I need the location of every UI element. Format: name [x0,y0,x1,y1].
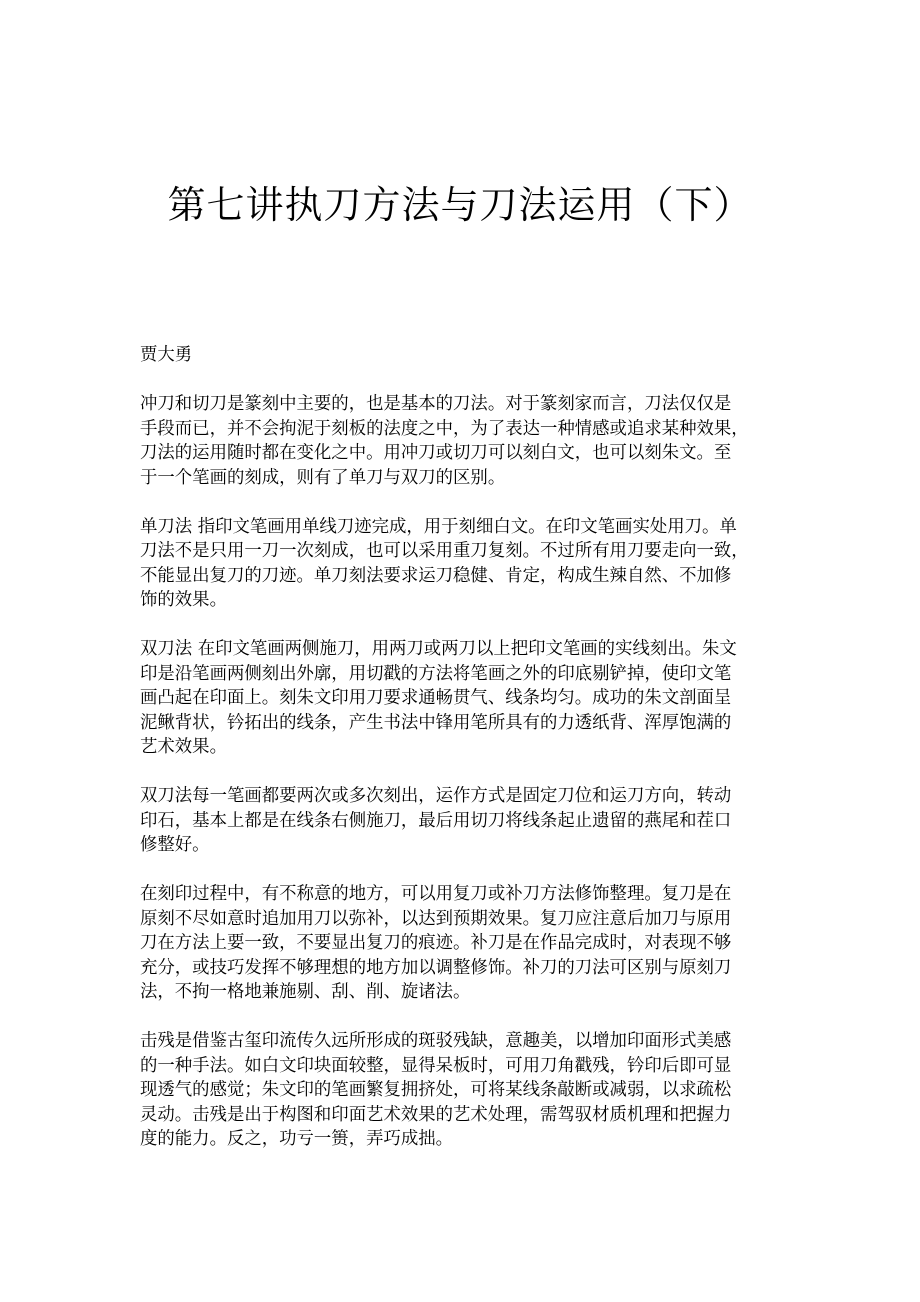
paragraph-double-knife-process [140,784,780,858]
text-line: 修整好。 [140,835,210,855]
document-title: 第七讲执刀方法与刀法运用（下） [167,183,753,227]
paragraph-intro [140,392,780,490]
text-line: 手段而已，并不会拘泥于刻板的法度之中，为了表达一种情感或追求某种效果， [140,418,749,439]
text-line: 法，不拘一格地兼施剔、刮、削、旋诸法。 [140,982,471,1002]
text-line: 刀法的运用随时都在变化之中。用冲刀或切刀可以刻白文，也可以刻朱文。至 [140,443,732,463]
document-body [140,343,780,1176]
text-line: 击残是借鉴古玺印流传久远所形成的斑驳残缺，意趣美，以增加印面形式美感 [140,1031,732,1051]
text-line: 刀法不是只用一刀一次刻成，也可以采用重刀复刻。不过所有用刀要走向一致， [140,541,749,561]
author-name: 贾大勇 [140,345,193,365]
text-line: 不能显出复刀的刀迹。单刀刻法要求运刀稳健、肯定，构成生辣自然、不加修 [140,565,732,586]
text-line: 印石，基本上都是在线条右侧施刀，最后用切刀将线条起止遗留的燕尾和茬口 [140,810,732,831]
paragraph-repair-knife [140,882,780,1005]
text-line: 原刻不尽如意时追加用刀以弥补，以达到预期效果。复刀应注意后加刀与原用 [140,908,732,929]
text-line: 印是沿笔画两侧刻出外廓，用切戳的方法将笔画之外的印底剔铲掉，使印文笔 [140,663,732,684]
text-line: 艺术效果。 [140,737,227,757]
paragraph-single-knife [140,515,780,613]
text-line: 灵动。击残是出于构图和印面艺术效果的艺术处理，需驾驭材质机理和把握力 [140,1104,732,1125]
paragraph-double-knife [140,637,780,760]
text-line: 充分，或技巧发挥不够理想的地方加以调整修饰。补刀的刀法可区别与原刻刀 [140,957,732,978]
text-line: 双刀法每一笔画都要两次或多次刻出，运作方式是固定刀位和运刀方向，转动 [140,786,732,806]
text-line: 单刀法 指印文笔画用单线刀迹完成，用于刻细白文。在印文笔画实处用刀。单 [140,516,737,537]
text-line: 画凸起在印面上。刻朱文印用刀要求通畅贯气、线条均匀。成功的朱文剖面呈 [140,688,732,708]
text-line: 于一个笔画的刻成，则有了单刀与双刀的区别。 [140,467,506,488]
text-line: 刀在方法上要一致，不要显出复刀的痕迹。补刀是在作品完成时，对表现不够 [140,933,732,953]
text-line: 的一种手法。如白文印块面较整，显得呆板时，可用刀角戳残，钤印后即可显 [140,1055,732,1076]
text-line: 度的能力。反之，功亏一篑，弄巧成拙。 [140,1129,454,1149]
paragraph-strike-damage [140,1029,780,1152]
text-line: 双刀法 在印文笔画两侧施刀，用两刀或两刀以上把印文笔画的实线刻出。朱文 [140,639,737,659]
text-line: 冲刀和切刀是篆刻中主要的，也是基本的刀法。对于篆刻家而言，刀法仅仅是 [140,394,732,414]
text-line: 现透气的感觉；朱文印的笔画繁复拥挤处，可将某线条敲断或减弱，以求疏松 [140,1080,732,1100]
text-line: 泥鳅背状，钤拓出的线条，产生书法中锋用笔所具有的力透纸背、浑厚饱满的 [140,712,732,733]
text-line: 在刻印过程中，有不称意的地方，可以用复刀或补刀方法修饰整理。复刀是在 [140,884,732,904]
text-line: 饰的效果。 [140,590,227,610]
